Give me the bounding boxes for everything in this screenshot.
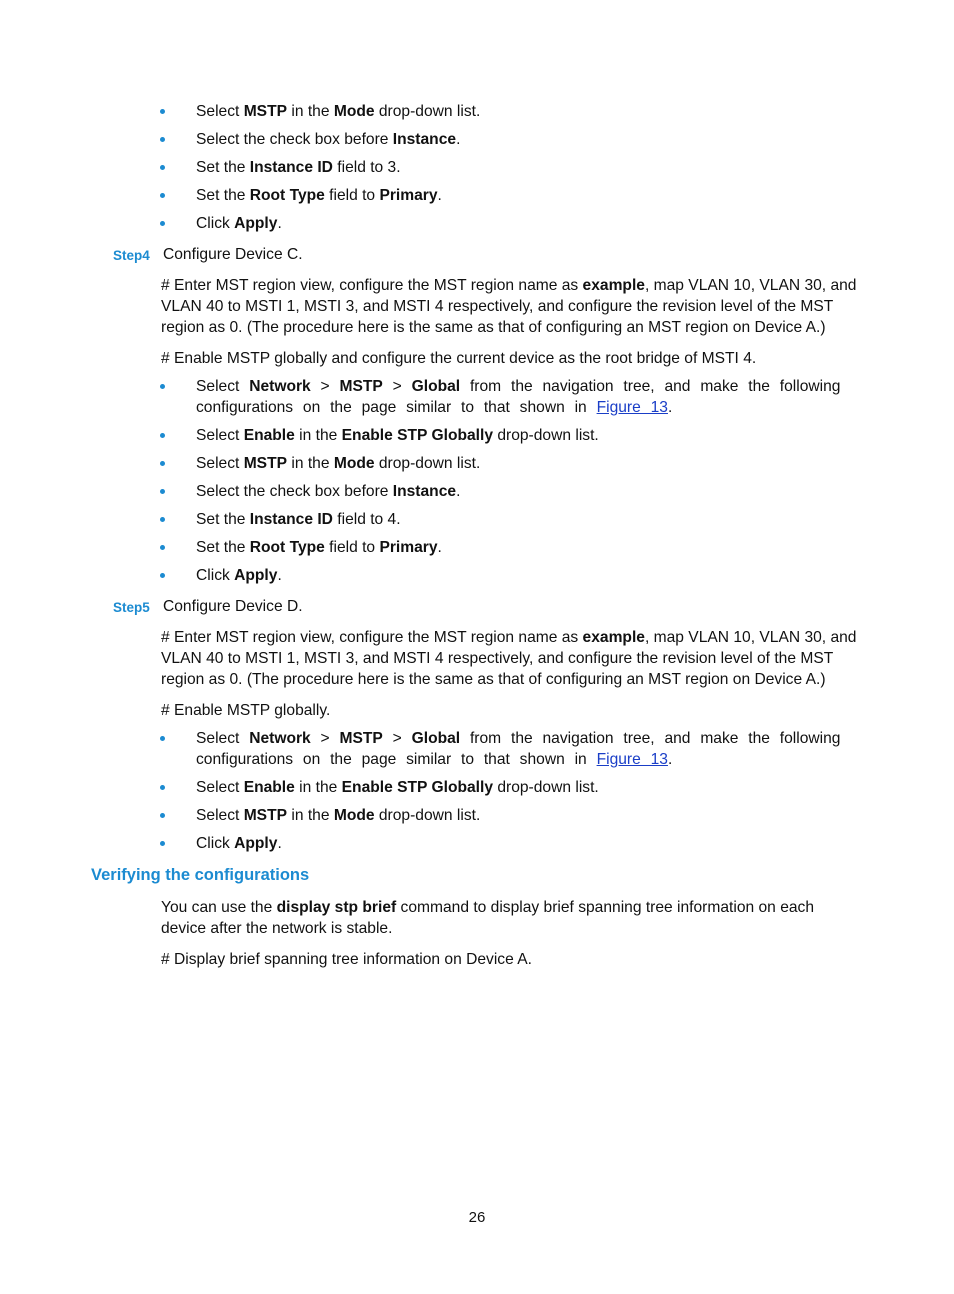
- text-run: .: [456, 483, 461, 500]
- text-run: >: [310, 378, 340, 395]
- text-run: Set the: [196, 187, 250, 204]
- bold-term: MSTP: [243, 807, 288, 824]
- verify-paragraph: [161, 897, 863, 939]
- list-item-text: [196, 833, 863, 854]
- list-item-text: [196, 453, 863, 474]
- step-text: Configure Device C.: [163, 246, 303, 263]
- bullet-icon: [160, 165, 165, 170]
- text-run: .: [667, 399, 673, 416]
- bold-term: Instance: [392, 131, 457, 148]
- list-item-text: [196, 185, 863, 206]
- text-run: field to: [324, 539, 380, 556]
- bullet-icon: [160, 193, 165, 198]
- bold-term: Mode: [333, 455, 375, 472]
- text-run: drop-down list.: [493, 779, 599, 796]
- bold-term: Enable: [243, 427, 295, 444]
- text-run: .: [437, 539, 442, 556]
- bullet-icon: [160, 517, 165, 522]
- bullet-icon: [160, 137, 165, 142]
- bold-term: Network: [249, 378, 311, 395]
- text-run: .: [437, 187, 442, 204]
- text-run: field to: [324, 187, 380, 204]
- bullet-icon: [160, 573, 165, 578]
- step-label: Step5: [113, 600, 150, 615]
- bold-term: MSTP: [243, 103, 288, 120]
- bold-term: Enable: [243, 779, 295, 796]
- page-number: 26: [468, 1209, 486, 1226]
- text-run: Select: [196, 779, 244, 796]
- bullet-icon: [160, 736, 165, 741]
- text-run: Select the check box before: [196, 483, 393, 500]
- bold-term: Apply: [234, 567, 278, 584]
- text-run: Select: [196, 730, 250, 747]
- text-run: from the navigation tree, and make the following configurations on the page similar to that shown in: [196, 378, 841, 416]
- list-item-text: [196, 129, 863, 150]
- list-item-text: [196, 376, 863, 418]
- text-run: Select: [196, 378, 250, 395]
- bold-term: Apply: [234, 835, 278, 852]
- bold-term: Enable STP Globally: [341, 779, 494, 796]
- text-run: field to 3.: [332, 159, 401, 176]
- step-4-note: # Enable MSTP globally and configure the current device as the root bridge of MSTI 4.: [161, 350, 757, 367]
- text-run: >: [382, 378, 412, 395]
- bold-term: Instance ID: [249, 511, 333, 528]
- bold-term: Primary: [379, 539, 438, 556]
- list-item-text: [196, 728, 863, 770]
- text-run: in the: [294, 427, 342, 444]
- text-run: Select: [196, 455, 244, 472]
- text-run: Select: [196, 103, 244, 120]
- text-run: Select: [196, 807, 244, 824]
- step-5-paragraph: [161, 627, 863, 690]
- bullet-icon: [160, 461, 165, 466]
- bold-term: Network: [249, 730, 311, 747]
- bullet-icon: [160, 109, 165, 114]
- text-run: drop-down list.: [374, 807, 481, 824]
- text-run: from the navigation tree, and make the following configurations on the page similar to that shown in: [196, 730, 841, 768]
- bullet-icon: [160, 489, 165, 494]
- text-run: You can use the: [161, 899, 277, 916]
- list-item-text: [196, 213, 863, 234]
- bold-term: MSTP: [339, 730, 383, 747]
- list-item-text: [196, 481, 863, 502]
- text-run: .: [277, 835, 282, 852]
- text-run: field to 4.: [332, 511, 401, 528]
- list-item-text: [196, 157, 863, 178]
- text-run: drop-down list.: [374, 103, 481, 120]
- text-run: .: [667, 751, 673, 768]
- bold-term: example: [582, 629, 645, 646]
- text-run: Set the: [196, 539, 250, 556]
- bold-term: MSTP: [243, 455, 288, 472]
- step-4-paragraph: [161, 275, 863, 338]
- bold-term: Mode: [333, 807, 375, 824]
- step-text: Configure Device D.: [163, 598, 303, 615]
- section-heading: Verifying the configurations: [91, 866, 310, 884]
- text-run: Click: [196, 567, 235, 584]
- bold-term: Enable STP Globally: [341, 427, 494, 444]
- bullet-icon: [160, 785, 165, 790]
- text-run: in the: [287, 807, 334, 824]
- text-run: .: [456, 131, 461, 148]
- text-run: Click: [196, 215, 235, 232]
- bullet-icon: [160, 384, 165, 389]
- bullet-icon: [160, 813, 165, 818]
- text-run: in the: [294, 779, 342, 796]
- figure-link[interactable]: Figure 13: [596, 399, 668, 416]
- text-run: , map VLAN 10, VLAN 30, and VLAN 40 to MSTI 1, MSTI 3, and MSTI 4 respectively, and configure the revision level of the MST region as 0. (The procedure here is the same as that of configuring an MST region on Device A.): [161, 629, 857, 688]
- text-run: >: [382, 730, 412, 747]
- text-run: Select the check box before: [196, 131, 393, 148]
- bold-term: example: [582, 277, 645, 294]
- text-run: # Enter MST region view, configure the MST region name as: [161, 629, 583, 646]
- text-run: in the: [287, 103, 334, 120]
- text-run: Click: [196, 835, 235, 852]
- bullet-icon: [160, 433, 165, 438]
- bold-term: display stp brief: [276, 899, 397, 916]
- bullet-icon: [160, 221, 165, 226]
- text-run: drop-down list.: [493, 427, 599, 444]
- bullet-icon: [160, 545, 165, 550]
- bold-term: Primary: [379, 187, 438, 204]
- text-run: Set the: [196, 511, 250, 528]
- text-run: , map VLAN 10, VLAN 30, and VLAN 40 to MSTI 1, MSTI 3, and MSTI 4 respectively, and configure the revision level of the MST region as 0. (The procedure here is the same as that of configuring an MST region on Device A.): [161, 277, 857, 336]
- text-run: in the: [287, 455, 334, 472]
- step-5-note: # Enable MSTP globally.: [161, 702, 331, 719]
- bold-term: Global: [411, 378, 461, 395]
- list-item-text: [196, 425, 863, 446]
- bold-term: Instance ID: [249, 159, 333, 176]
- bold-term: Instance: [392, 483, 457, 500]
- list-item-text: [196, 805, 863, 826]
- list-item-text: [196, 101, 863, 122]
- bold-term: Root Type: [249, 187, 325, 204]
- text-run: Set the: [196, 159, 250, 176]
- bold-term: MSTP: [339, 378, 383, 395]
- bullet-icon: [160, 841, 165, 846]
- bold-term: Root Type: [249, 539, 325, 556]
- text-run: # Enter MST region view, configure the MST region name as: [161, 277, 583, 294]
- list-item-text: [196, 565, 863, 586]
- list-item-text: [196, 777, 863, 798]
- list-item-text: [196, 509, 863, 530]
- list-item-text: [196, 537, 863, 558]
- bold-term: Apply: [234, 215, 278, 232]
- text-run: Select: [196, 427, 244, 444]
- text-run: command to display brief spanning tree information on each device after the network is stable.: [161, 899, 815, 937]
- text-run: drop-down list.: [374, 455, 481, 472]
- step-label: Step4: [113, 248, 150, 263]
- text-run: .: [277, 215, 282, 232]
- text-run: .: [277, 567, 282, 584]
- bold-term: Mode: [333, 103, 375, 120]
- bold-term: Global: [411, 730, 461, 747]
- text-run: >: [310, 730, 340, 747]
- verify-note: # Display brief spanning tree information on Device A.: [161, 951, 532, 968]
- figure-link[interactable]: Figure 13: [596, 751, 668, 768]
